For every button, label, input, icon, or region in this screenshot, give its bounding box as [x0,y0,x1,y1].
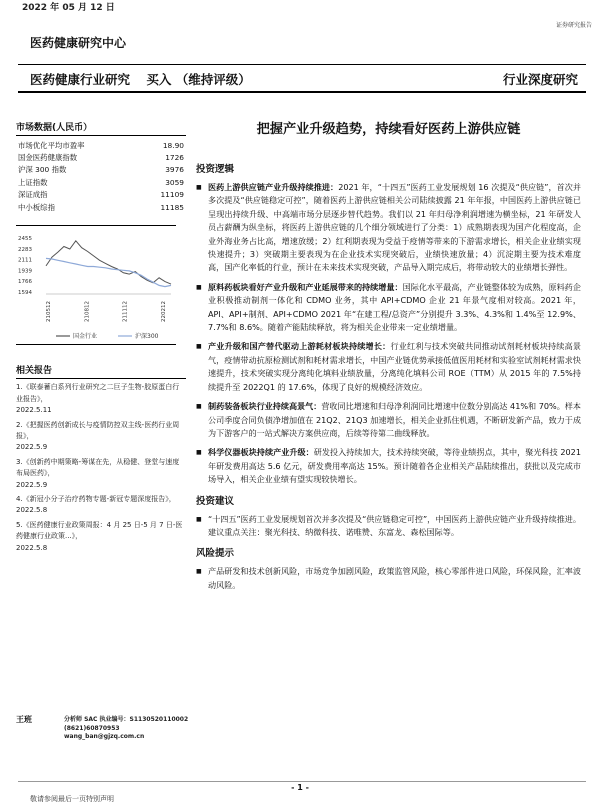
legend-label: 国金行业 [73,333,98,341]
related-date: 2022.5.11 [16,406,52,415]
analyst-sac: 分析师 SAC 执业编号：S1130520110002 [64,716,189,723]
related-text: 4.《新冠小分子治疗药物专题-新冠专题深度报告》， [16,495,176,503]
related-date: 2022.5.9 [16,480,48,489]
market-value: 11109 [160,190,184,200]
market-label: 深证成指 [18,190,48,200]
bullet-text: 行业红利与技术突破共同推动试剂耗材板块持续高景气，疫情带动抗原检测试剂和耗材需求增长，中国产业链优势承接低值医用耗材和实验室试剂耗材需求快速提升，技术突破实现分离纯化填料业绩放量，分离纯化填料公司 ROE（TTM）从 2015 年的 7.5%持续提升至 2022Q1 的 17.6%，体现了良好的规模经济效应。 [208,341,581,392]
related-title: 相关报告 [16,363,186,379]
main-content [196,118,581,598]
y-tick-label: 1594 [18,290,32,297]
square-bullet-icon: ■ [196,184,202,191]
legend-label: 沪深300 [135,333,159,341]
square-bullet-icon: ■ [196,515,202,523]
disclaimer: 敬请参阅最后一页特别声明 [30,795,114,803]
analyst-email[interactable]: wang_ban@gjzq.com.cn [64,733,145,741]
y-tick-label: 2283 [18,247,32,254]
sidebar [16,120,186,557]
market-table [16,139,186,213]
analyst-phone: (8621)60870953 [64,724,120,732]
market-label: 市场优化平均市盈率 [18,140,85,150]
market-row [16,201,186,213]
section-title: 风险提示 [196,548,235,560]
x-tick-label: 211112 [122,301,129,323]
brand-label: 证券研究报告 [555,22,592,29]
related-text: 2.《把握医药创新成长与疫情防控双主线-医药行业周报》， [16,420,180,440]
bullet-text: 产品研发和技术创新风险，市场竞争加剧风险，政策监管风险，核心零部件进口风险，环保风险，汇率波动风险。 [208,566,581,590]
market-value: 18.90 [162,140,184,150]
square-bullet-icon: ■ [196,449,202,457]
bullet [196,400,581,440]
divider [18,91,586,93]
bullet [196,446,581,486]
market-label: 中小板综指 [18,202,55,212]
bullet-heading: 产业升级和国产替代驱动上游耗材板块持续增长： [208,341,391,352]
report-type: 行业深度研究 [502,72,578,87]
related-date: 2022.5.9 [16,443,48,452]
bullet-heading: 科学仪器板块持续产业升级： [208,447,314,458]
bullet-text: 国际化水平最高，产业链整体较为成熟，原料药企业积极推动制剂一体化和 CDMO 业务，其中 API+CDMO 企业 21 年景气度相对较高。2021 年，API、API+制剂、API+CDMO 2021 年“在建工程/总资产”分别提升 3.3%、4.3%和 1.4%至 12.9%、7.7%和 8.6%。随着产能陆续释放，将为相关企业带来一定业绩增量。 [208,281,581,333]
divider [18,781,586,782]
bullet-text: “十四五”医药工业发展规划首次并多次提及“供应链稳定可控”，中国医药上游供应链产业升级持续推进。建议重点关注：聚光科技、纳微科技、诺唯赞、东富龙、森松国际等。 [208,513,581,537]
related-reports [16,363,186,554]
bullet [196,281,581,335]
section-title: 投资建议 [196,495,235,507]
index-chart-svg [16,226,176,346]
market-value: 3976 [165,165,184,175]
analyst-info [64,716,188,742]
square-bullet-icon: ■ [196,343,202,351]
headline: 把握产业升级趋势，持续看好医药上游供应链 [256,122,521,137]
bullet-text: 营收同比增速和归母净利润同比增速中位数分别高达 41%和 70%。样本公司季度合同负债净增加值在 21Q2、21Q3 加速增长，相关企业抓住机遇，不断研发新产品，致力于成为下游客户的一站式解决方案供应商，后续等待第二曲线释放。 [208,401,581,438]
related-date: 2022.5.8 [16,543,48,552]
market-row [16,139,186,151]
market-row [16,164,186,176]
related-report[interactable] [16,520,186,554]
market-value: 11185 [160,202,184,212]
x-tick-label: 220212 [161,301,167,323]
bullet-text: 研发投入持续加大，技术持续突破，等待业绩拐点，其中，聚光科技 2021 年研发费用高达 5.6 亿元，研发费用率高达 15%。预计随着各企业相关产品陆续推出，获批以及完成市场导入，相关企业业绩有望实现较快增长。 [208,447,581,485]
bullet-heading: 原料药板块看好产业升级和产业延展带来的持续增量： [208,281,403,292]
y-tick-label: 1939 [18,268,32,275]
square-bullet-icon: ■ [196,283,202,291]
bullet [196,513,581,540]
analyst-name: 王班 [16,715,32,724]
bullet [196,340,581,394]
market-label: 沪深 300 指数 [18,165,67,175]
square-bullet-icon: ■ [196,568,202,576]
bullet-heading: 制药装备板块行业持续高景气： [208,401,322,412]
bullet [196,181,581,275]
bullet-heading: 医药上游供应链产业升级持续推进： [208,182,339,192]
bullet [196,565,581,592]
x-tick-label: 210512 [46,301,52,323]
y-tick-label: 2455 [18,236,32,243]
x-tick-label: 210812 [84,301,91,323]
related-text: 1.《联泰蓄白系列行业研究之二巨子生物-胶原蛋白行业报告》， [16,383,180,403]
department-name: 医药健康研究中心 [30,36,127,50]
related-report[interactable] [16,457,186,491]
market-row [16,151,186,163]
related-report[interactable] [16,494,186,517]
report-date: 2022 年 05 月 12 日 [22,3,115,13]
market-label: 上证指数 [18,177,48,187]
related-text: 5.《医药健康行业政策周报：4 月 25 日-5 月 7 日-医药健康行业政策...》， [16,520,183,541]
series-line [46,259,171,287]
market-row [16,176,186,188]
square-bullet-icon: ■ [196,403,202,411]
market-label: 国金医药健康指数 [18,153,78,163]
y-tick-label: 1766 [18,279,32,286]
section-title: 投资逻辑 [196,164,235,175]
page-number: - 1 - [291,783,309,792]
related-text: 3.《创新药中期策略-筹谋在先，从稳健、登堂与速度布局医药》， [16,457,180,478]
bullet-text: 2021 年，“十四五”医药工业发展规划 16 次提及“供应链”，首次并多次提及“供应链稳定可控”，随着医药上游供应链相关公司陆续披露 21 年年报，中国医药上游供应链已呈现出持续升级、中高端市场分层逐步替代趋势。我们以 21 年归母净利润增速为横坐标，21 年研发人员占薪酬为纵坐标，将医药上游供应链的几个细分领域进行了分类：1）成熟期表现为国产化程度高，企业外海业务占比高，增速放缓；2）红利期表现为受益于疫情等带来的下游需求增长，相关企业业绩实现快速提升；3）突破期主要表现为在企业技术实现突破后，业绩快速放量；4）沉淀期主要为技术难度高，国产化率低的行业，预计在未来技术实现突破，产品导入期完成后，将带动较大的业绩增长弹性。 [208,182,581,273]
divider [18,64,586,65]
y-tick-label: 2111 [18,257,32,264]
index-chart [16,225,176,345]
rating: 买入 （维持评级） [146,72,251,87]
market-row [16,189,186,201]
report-header [30,70,578,88]
market-value: 1726 [165,153,184,163]
market-data-title: 市场数据(人民币） [16,120,186,136]
related-date: 2022.5.8 [16,506,48,515]
related-report[interactable] [16,420,186,454]
series-line [46,241,171,284]
report-title: 医药健康行业研究 [30,72,131,87]
market-value: 3059 [165,177,184,187]
related-report[interactable] [16,382,186,416]
